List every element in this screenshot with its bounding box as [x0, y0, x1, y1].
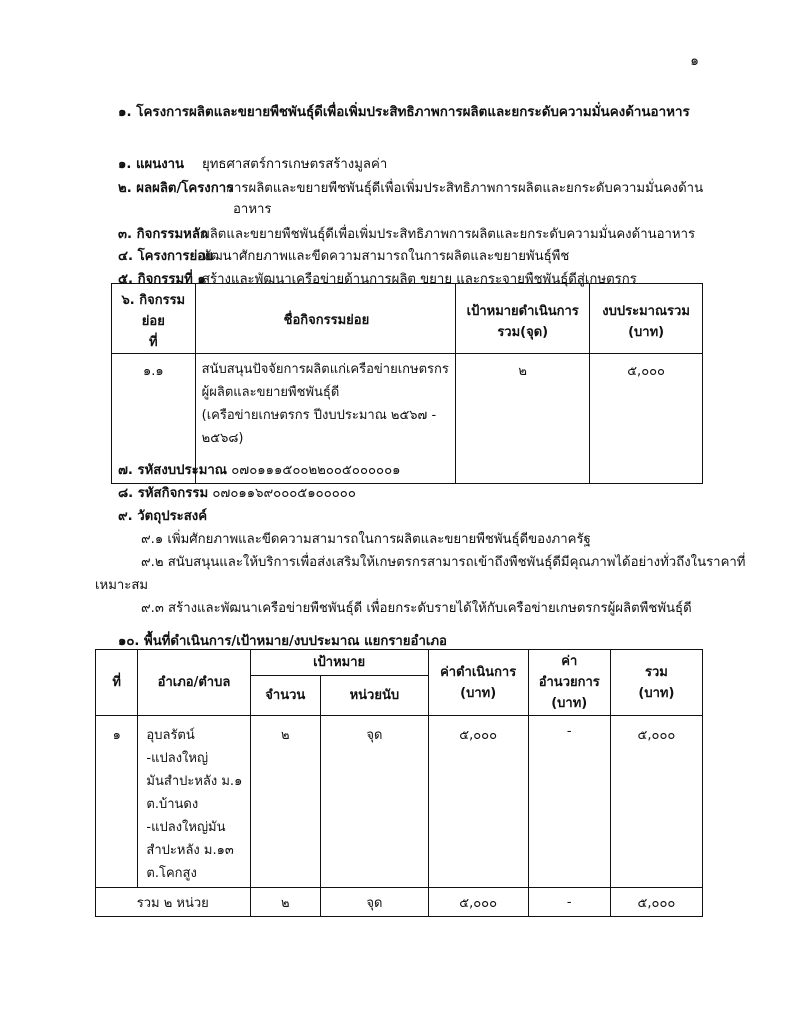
budget-code-value: ๐๗๐๑๑๑๕๐๐๒๒๐๐๕๐๐๐๐๐๑: [231, 463, 401, 478]
header-subactivity-name: ชื่อกิจกรรมย่อย: [195, 284, 456, 354]
objective-2-cont: เหมาะสม: [95, 578, 149, 593]
area-heading: ๑๐. พื้นที่ดำเนินการ/เป้าหมาย/งบประมาณ แยกรายอำเภอ: [118, 634, 447, 649]
header-subactivity-no: ๖. กิจกรรมย่อย ที่: [112, 284, 196, 354]
field-activity-1-value: สร้างและพัฒนาเครือข่ายด้านการผลิต ขยาย และกระจายพืชพันธุ์ดีสู่เกษตรกร: [202, 272, 637, 287]
header-admin-cost: ค่า อำนวยการ (บาท): [528, 650, 610, 716]
field-plan-value: ยุทธศาสตร์การเกษตรสร้างมูลค่า: [202, 157, 388, 172]
header-target: เป้าหมาย: [250, 650, 428, 676]
total-admin-cost: -: [528, 888, 610, 917]
table-row: [96, 716, 703, 888]
field-plan-label: ๑. แผนงาน: [118, 157, 185, 172]
row-total: ๕,๐๐๐: [610, 716, 702, 888]
field-subproject-label: ๔. โครงการย่อย: [118, 249, 213, 264]
document-title: ๑. โครงการผลิตและขยายพืชพันธุ์ดีเพื่อเพิ่มประสิทธิภาพการผลิตและยกระดับความมั่นคงด้านอาหาร: [118, 105, 690, 120]
activity-table: [111, 283, 703, 484]
total-label: รวม ๒ หน่วย: [96, 888, 251, 917]
budget-code-label: ๗. รหัสงบประมาณ: [118, 463, 228, 478]
field-project-value: การผลิตและขยายพืชพันธุ์ดีเพื่อเพิ่มประสิทธิภาพการผลิตและยกระดับความมั่นคงด้าน: [226, 181, 704, 196]
objective-2: ๙.๒ สนับสนุนและให้บริการเพื่อส่งเสริมให้เกษตรกรสามารถเข้าถึงพืชพันธุ์ดีมีคุณภาพได้อย่างทั่วถึงในราคาที่: [141, 555, 746, 570]
objective-3: ๙.๓ สร้างและพัฒนาเครือข่ายพืชพันธุ์ดี เพื่อยกระดับรายได้ให้กับเครือข่ายเกษตรกรผู้ผลิตพืชพันธุ์ดี: [141, 601, 692, 616]
budget-code-line: [118, 459, 401, 480]
subactivity-target: ๒: [456, 354, 590, 484]
objectives-label: ๙. วัตถุประสงค์: [118, 509, 208, 524]
header-target: เป้าหมายดำเนินการ รวม(จุด): [456, 284, 590, 354]
row-no: ๑: [96, 716, 138, 888]
row-unit: จุด: [321, 716, 429, 888]
total-amount: ๒: [250, 888, 320, 917]
header-op-cost: ค่าดำเนินการ (บาท): [428, 650, 528, 716]
total-total: ๕,๐๐๐: [610, 888, 702, 917]
activity-code-line: [118, 482, 356, 503]
header-total: รวม (บาท): [610, 650, 702, 716]
field-activity-1-label: ๕. กิจกรรมที่ ๑: [118, 272, 206, 287]
objective-1: ๙.๑ เพิ่มศักยภาพและขีดความสามารถในการผลิตและขยายพืชพันธุ์ดีของภาครัฐ: [141, 532, 591, 547]
field-project-value-line2: อาหาร: [233, 202, 272, 217]
header-unit: หน่วยนับ: [321, 676, 429, 716]
total-row: [96, 888, 703, 917]
activity-code-label: ๘. รหัสกิจกรรม: [118, 486, 209, 501]
row-district: อุบลรัตน์ -แปลงใหญ่ มันสำปะหลัง ม.๑ ต.บ้านดง -แปลงใหญ่มัน สำปะหลัง ม.๑๓ ต.โคกสูง: [138, 716, 250, 888]
subactivity-budget: ๕,๐๐๐: [590, 354, 703, 484]
header-district: อำเภอ/ตำบล: [138, 650, 250, 716]
field-subproject-value: พัฒนาศักยภาพและขีดความสามารถในการผลิตและขยายพันธุ์พืช: [202, 249, 570, 264]
activity-code-value: ๐๗๐๑๑๖๙๐๐๐๕๑๐๐๐๐๐: [212, 486, 356, 501]
row-amount: ๒: [250, 716, 320, 888]
subactivity-name: สนับสนุนปัจจัยการผลิตแก่เครือข่ายเกษตรกร ผู้ผลิตและขยายพืชพันธุ์ดี (เครือข่ายเกษตรกร ปีงบประมาณ ๒๕๖๗ - ๒๕๖๘): [195, 354, 456, 484]
row-op-cost: ๕,๐๐๐: [428, 716, 528, 888]
field-main-activity-value: ผลิตและขยายพืชพันธุ์ดีเพื่อเพิ่มประสิทธิภาพการผลิตและยกระดับความมั่นคงด้านอาหาร: [202, 227, 696, 242]
field-main-activity-label: ๓. กิจกรรมหลัก: [118, 227, 208, 242]
field-project-label: ๒. ผลผลิต/โครงการ: [118, 181, 234, 196]
total-op-cost: ๕,๐๐๐: [428, 888, 528, 917]
row-admin-cost: -: [528, 716, 610, 888]
total-unit: จุด: [321, 888, 429, 917]
header-budget: งบประมาณรวม (บาท): [590, 284, 703, 354]
header-amount: จำนวน: [250, 676, 320, 716]
area-table: [95, 649, 703, 917]
page-number: ๑: [690, 53, 699, 69]
subactivity-no: ๑.๑: [112, 354, 196, 484]
header-no: ที่: [96, 650, 138, 716]
